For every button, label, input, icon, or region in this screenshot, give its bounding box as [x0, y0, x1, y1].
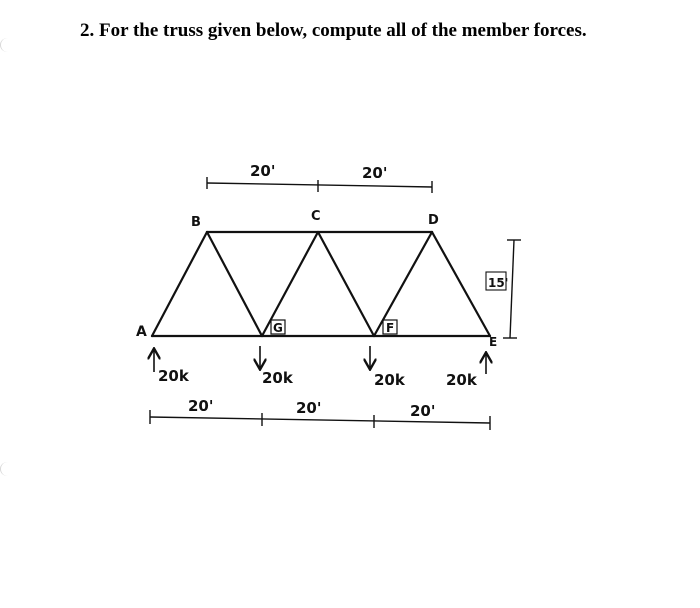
node-label-g: G [273, 321, 283, 335]
top-dimension-line [207, 177, 432, 193]
dim-top-span-2: 20' [362, 164, 388, 182]
truss-members [152, 232, 490, 336]
dim-bottom-span-1: 20' [188, 397, 214, 415]
load-label-f: 20k [374, 371, 405, 389]
member-AB [152, 232, 207, 336]
dim-height: 15' [488, 276, 509, 290]
load-arrows [154, 346, 486, 374]
question-body: For the truss given below, compute all of the member forces. [99, 20, 587, 41]
load-label-reaction-e: 20k [446, 371, 477, 389]
load-label-g: 20k [262, 369, 293, 387]
node-label-f: F [386, 321, 395, 335]
node-label-c: C [311, 209, 321, 224]
member-GC [262, 232, 318, 336]
node-label-d: D [428, 213, 439, 228]
node-label-b: B [191, 215, 201, 230]
member-DE [432, 232, 490, 336]
dim-top-span-1: 20' [250, 162, 276, 180]
node-label-a: A [136, 324, 147, 340]
member-CF [318, 232, 374, 336]
question-number: 2. [80, 20, 95, 41]
dim-bottom-span-3: 20' [410, 402, 436, 420]
dim-bottom-span-2: 20' [296, 399, 322, 417]
member-BG [207, 232, 262, 336]
load-label-reaction-a: 20k [158, 367, 189, 385]
node-label-e: E [489, 335, 498, 349]
